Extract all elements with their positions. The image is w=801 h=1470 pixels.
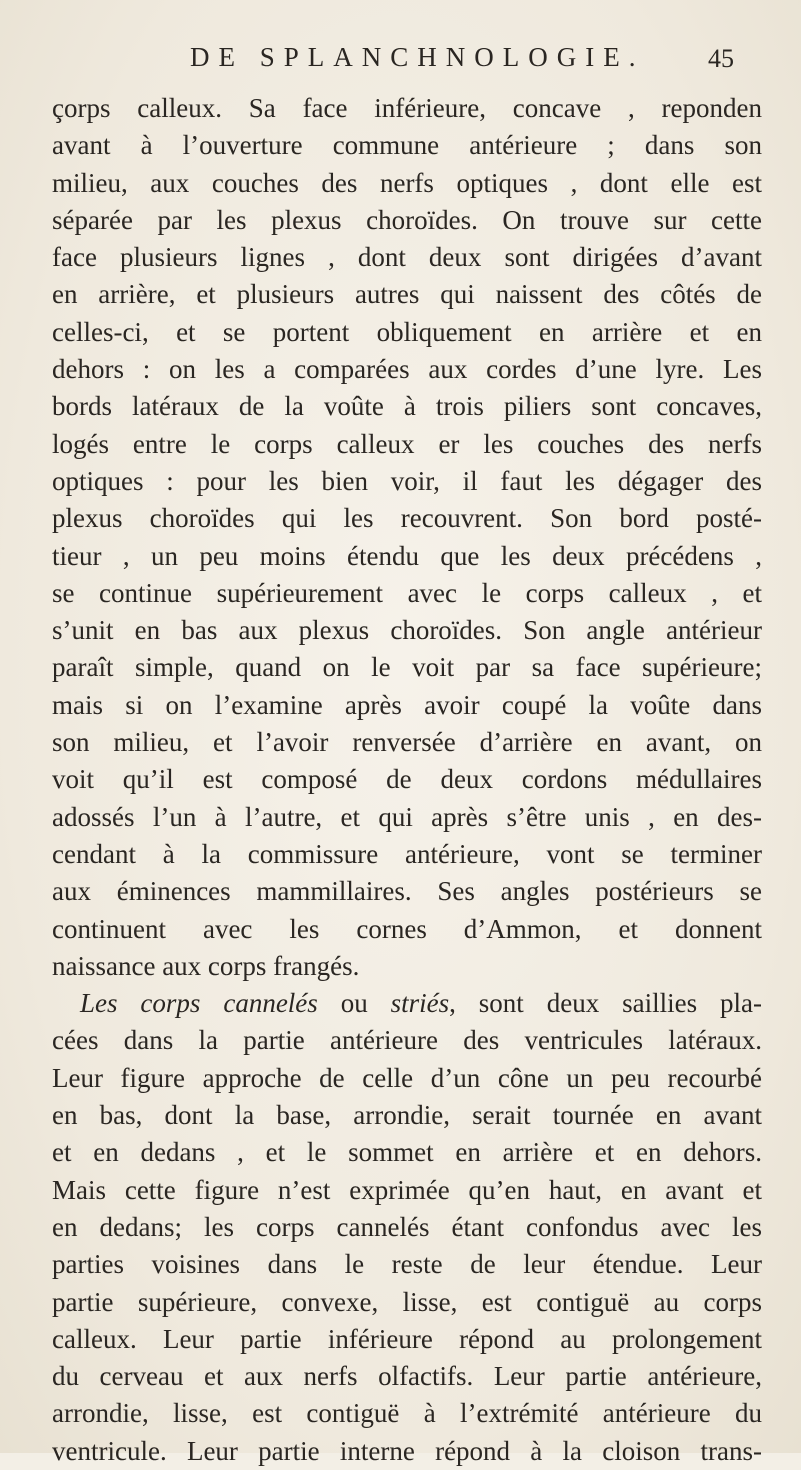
- text-fragment: ou: [317, 988, 391, 1019]
- text-line: du cerveau et aux nerfs olfactifs. Leur partie antérieure,: [52, 1361, 762, 1392]
- text-line: séparée par les plexus choroïdes. On trouve sur cette: [52, 204, 762, 235]
- text-line: parties voisines dans le reste de leur étendue. Leur: [52, 1249, 762, 1280]
- text-line-paragraph-end: naissance aux corps frangés.: [52, 950, 360, 981]
- text-line: calleux. Leur partie inférieure répond au prolongement: [52, 1323, 762, 1354]
- text-line: tieur , un peu moins étendu que les deux précédens ,: [52, 540, 762, 571]
- text-line: cées dans la partie antérieure des ventricules latéraux.: [52, 1025, 762, 1056]
- italic-term: striés: [390, 988, 450, 1019]
- text-line: avant à l’ouverture commune antérieure ; dans son: [52, 130, 762, 161]
- text-line: bords latéraux de la voûte à trois piliers sont concaves,: [52, 391, 762, 422]
- text-line: paraît simple, quand on le voit par sa face supérieure;: [52, 652, 762, 683]
- text-line: se continue supérieurement avec le corps calleux , et: [52, 577, 762, 608]
- text-line: partie supérieure, convexe, lisse, est contiguë au corps: [52, 1286, 762, 1317]
- text-line: et en dedans , et le sommet en arrière et en dehors.: [52, 1137, 762, 1168]
- text-line: adossés l’un à l’autre, et qui après s’être unis , en des-: [52, 801, 762, 832]
- text-line: continuent avec les cornes d’Ammon, et donnent: [52, 913, 762, 944]
- text-line: en bas, dont la base, arrondie, serait tournée en avant: [52, 1100, 762, 1131]
- text-line: dehors : on les a comparées aux cordes d’une lyre. Les: [52, 354, 762, 385]
- text-line: en dedans; les corps cannelés étant confondus avec les: [52, 1211, 762, 1242]
- text-line: logés entre le corps calleux er les couches des nerfs: [52, 428, 762, 459]
- text-line: face plusieurs lignes , dont deux sont dirigées d’avant: [52, 242, 762, 273]
- text-line: mais si on l’examine après avoir coupé la voûte dans: [52, 689, 762, 720]
- running-head-title: DE SPLANCHNOLOGIE.: [190, 42, 645, 72]
- italic-term: Les corps cannelés: [80, 988, 318, 1019]
- page-number: 45: [708, 44, 734, 73]
- text-line: son milieu, et l’avoir renversée d’arrière en avant, on: [52, 727, 762, 758]
- text-line: milieu, aux couches des nerfs optiques , dont elle est: [52, 167, 762, 198]
- text-line: çorps calleux. Sa face inférieure, concave , reponden: [52, 93, 762, 123]
- text-line: voit qu’il est composé de deux cordons médullaires: [52, 764, 762, 795]
- text-line: en arrière, et plusieurs autres qui naissent des côtés de: [52, 279, 762, 310]
- text-line: arrondie, lisse, est contiguë à l’extrémité antérieure du: [52, 1398, 762, 1429]
- text-line: optiques : pour les bien voir, il faut les dégager des: [52, 465, 762, 496]
- running-head: [0, 42, 801, 82]
- text-line: s’unit en bas aux plexus choroïdes. Son angle antérieur: [52, 615, 762, 646]
- text-fragment: , sont deux saillies pla-: [449, 988, 762, 1019]
- text-line: celles-ci, et se portent obliquement en arrière et en: [52, 316, 762, 347]
- text-line: ventricule. Leur partie interne répond à la cloison trans-: [52, 1435, 762, 1466]
- text-line: aux éminences mammillaires. Ses angles postérieurs se: [52, 876, 762, 907]
- body-text: [52, 90, 762, 1470]
- text-line: cendant à la commissure antérieure, vont se terminer: [52, 838, 762, 869]
- text-line: plexus choroïdes qui les recouvrent. Son bord posté-: [52, 503, 762, 534]
- text-line: Mais cette figure n’est exprimée qu’en haut, en avant et: [52, 1174, 762, 1205]
- text-line: Leur figure approche de celle d’un cône un peu recourbé: [52, 1062, 762, 1093]
- text-line-paragraph-start: [52, 985, 762, 1022]
